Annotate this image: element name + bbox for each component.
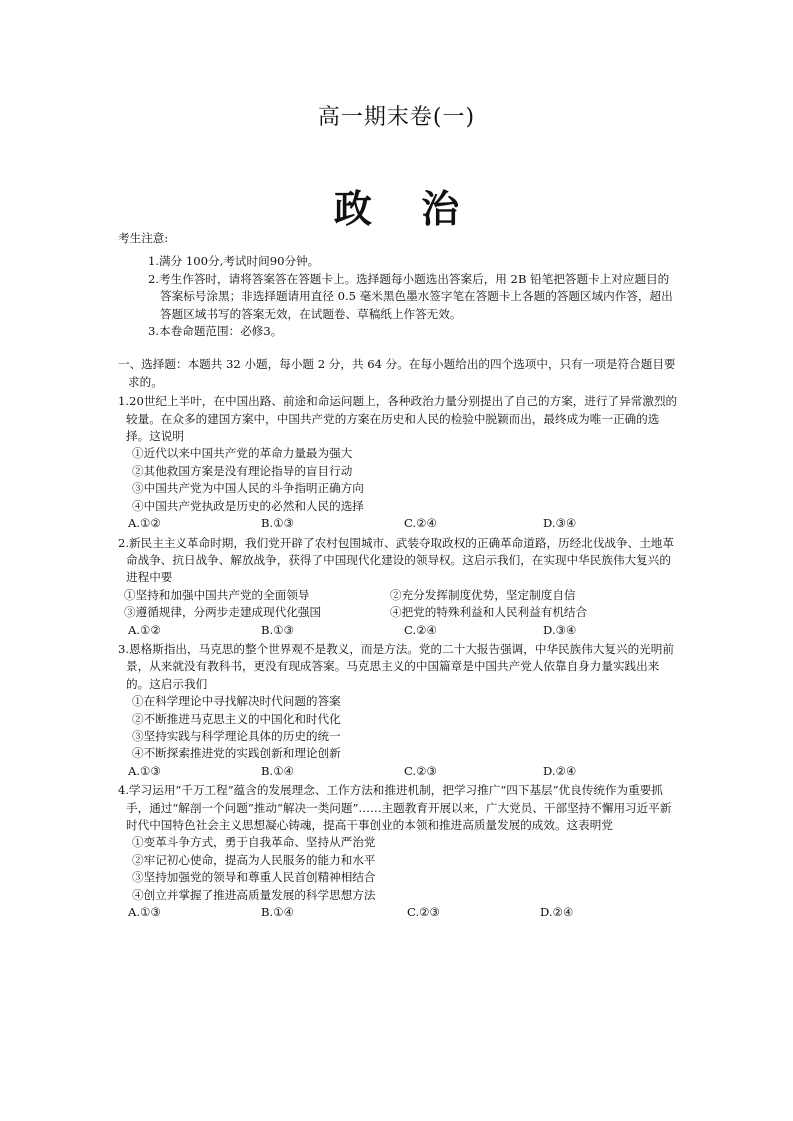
answer-choice-c: C.②③ xyxy=(404,763,437,778)
answer-choice-b: B.①③ xyxy=(261,622,294,637)
option-list xyxy=(118,834,678,904)
answer-choices xyxy=(118,622,678,639)
answer-choice-c: C.②④ xyxy=(404,516,437,531)
answer-choices xyxy=(118,763,678,780)
option-item: ②牢记初心使命，提高为人民服务的能力和水平 xyxy=(132,852,376,867)
answer-choice-b: B.①③ xyxy=(261,516,294,531)
answer-choices xyxy=(118,515,678,532)
option-list xyxy=(118,693,678,763)
answer-choice-c: C.②④ xyxy=(404,622,437,637)
option-item: ②充分发挥制度优势，坚定制度自信 xyxy=(390,587,576,602)
answer-choice-d: D.③④ xyxy=(543,516,577,531)
question-2 xyxy=(118,535,678,639)
answer-choice-d: D.②④ xyxy=(543,763,577,778)
answer-choice-d: D.②④ xyxy=(540,905,574,920)
exam-content xyxy=(118,230,678,921)
notice-item: 1.满分 100分,考试时间90分钟。 xyxy=(148,254,320,269)
notice-list xyxy=(118,253,678,340)
answer-choice-a: A.①② xyxy=(128,516,161,531)
option-item: ①坚持和加强中国共产党的全面领导 xyxy=(124,587,310,602)
answer-choice-d: D.③④ xyxy=(543,622,577,637)
option-item: ①在科学理论中寻找解决时代问题的答案 xyxy=(132,694,341,709)
answer-choice-b: B.①④ xyxy=(261,763,294,778)
question-stem: 1.20世纪上半叶，在中国出路、前途和命运问题上，各种政治力量分别提出了自己的方案，进行了异常激烈的较量。在众多的建国方案中，中国共产党的方案在历史和人民的检验中脱颖而出，最终成为唯一正确的选择。这说明 xyxy=(118,394,678,444)
notice-heading: 考生注意: xyxy=(118,231,169,245)
answer-choice-a: A.①② xyxy=(128,622,161,637)
option-item: ④中国共产党执政是历史的必然和人民的选择 xyxy=(132,498,364,513)
option-item: ①近代以来中国共产党的革命力量最为强大 xyxy=(132,446,353,461)
section-heading: 一、选择题：本题共 32 小题，每小题 2 分，共 64 分。在每小题给出的四个选项中，只有一项是符合题目要求的。 xyxy=(118,357,676,389)
option-item: ③遵循规律，分两步走建成现代化强国 xyxy=(124,605,322,620)
answer-choice-a: A.①③ xyxy=(128,763,161,778)
exam-subject: 政 治 xyxy=(333,187,478,231)
option-item: ④不断探索推进党的实践创新和理论创新 xyxy=(132,746,341,761)
question-stem: 2.新民主主义革命时期，我们党开辟了农村包围城市、武装夺取政权的正确革命道路，历经北伐战争、土地革命战争、抗日战争、解放战争，获得了中国现代化建设的领导权。这启示我们，在实现中华民族伟大复兴的进程中要 xyxy=(118,535,674,585)
option-item: ①变革斗争方式，勇于自我革命、坚持从严治党 xyxy=(132,835,376,850)
option-item: ③坚持加强党的领导和尊重人民首创精神相结合 xyxy=(132,870,376,885)
option-item: ③中国共产党为中国人民的斗争指明正确方向 xyxy=(132,481,364,496)
answer-choice-a: A.①③ xyxy=(128,905,161,920)
option-item: ④创立并掌握了推进高质量发展的科学思想方法 xyxy=(132,887,376,902)
notice-item: 2.考生作答时，请将答案答在答题卡上。选择题每小题选出答案后，用 2B 铅笔把答题卡上对应题目的答案标号涂黑；非选择题请用直径 0.5 毫米黑色墨水签字笔在答题卡上各题的答题区域内作答，超出答题区域书写的答案无效，在试题卷、草稿纸上作答无效。 xyxy=(148,271,673,321)
answer-choices xyxy=(118,904,678,921)
answer-choice-c: C.②③ xyxy=(407,905,440,920)
question-stem: 4.学习运用“千万工程”蕴含的发展理念、工作方法和推进机制，把学习推广“四下基层”优良传统作为重要抓手，通过“解剖一个问题”推动“解决一类问题”……主题教育开展以来，广大党员、干部坚持不懈用习近平新时代中国特色社会主义思想凝心铸魂，提高干事创业的本领和推进高质量发展的成效。这表明党 xyxy=(118,783,672,832)
question-1 xyxy=(118,393,678,532)
question-3 xyxy=(118,641,678,780)
option-list xyxy=(118,445,678,515)
option-item: ④把党的特殊利益和人民利益有机结合 xyxy=(390,605,588,620)
notice-item: 3.本卷命题范围：必修3。 xyxy=(148,324,283,339)
question-stem: 3.恩格斯指出，马克思的整个世界观不是教义，而是方法。党的二十大报告强调，中华民族伟大复兴的光明前景，从来就没有教科书，更没有现成答案。马克思主义的中国篇章是中国共产党人依靠自身力量实践出来的。这启示我们 xyxy=(118,641,674,691)
option-item: ③坚持实践与科学理论具体的历史的统一 xyxy=(132,728,341,743)
exam-title: 高一期末卷(一) xyxy=(317,105,476,130)
option-list xyxy=(118,587,678,622)
answer-choice-b: B.①④ xyxy=(261,905,294,920)
question-4 xyxy=(118,782,678,921)
option-item: ②其他救国方案是没有理论指导的盲目行动 xyxy=(132,463,353,478)
option-item: ②不断推进马克思主义的中国化和时代化 xyxy=(132,711,341,726)
